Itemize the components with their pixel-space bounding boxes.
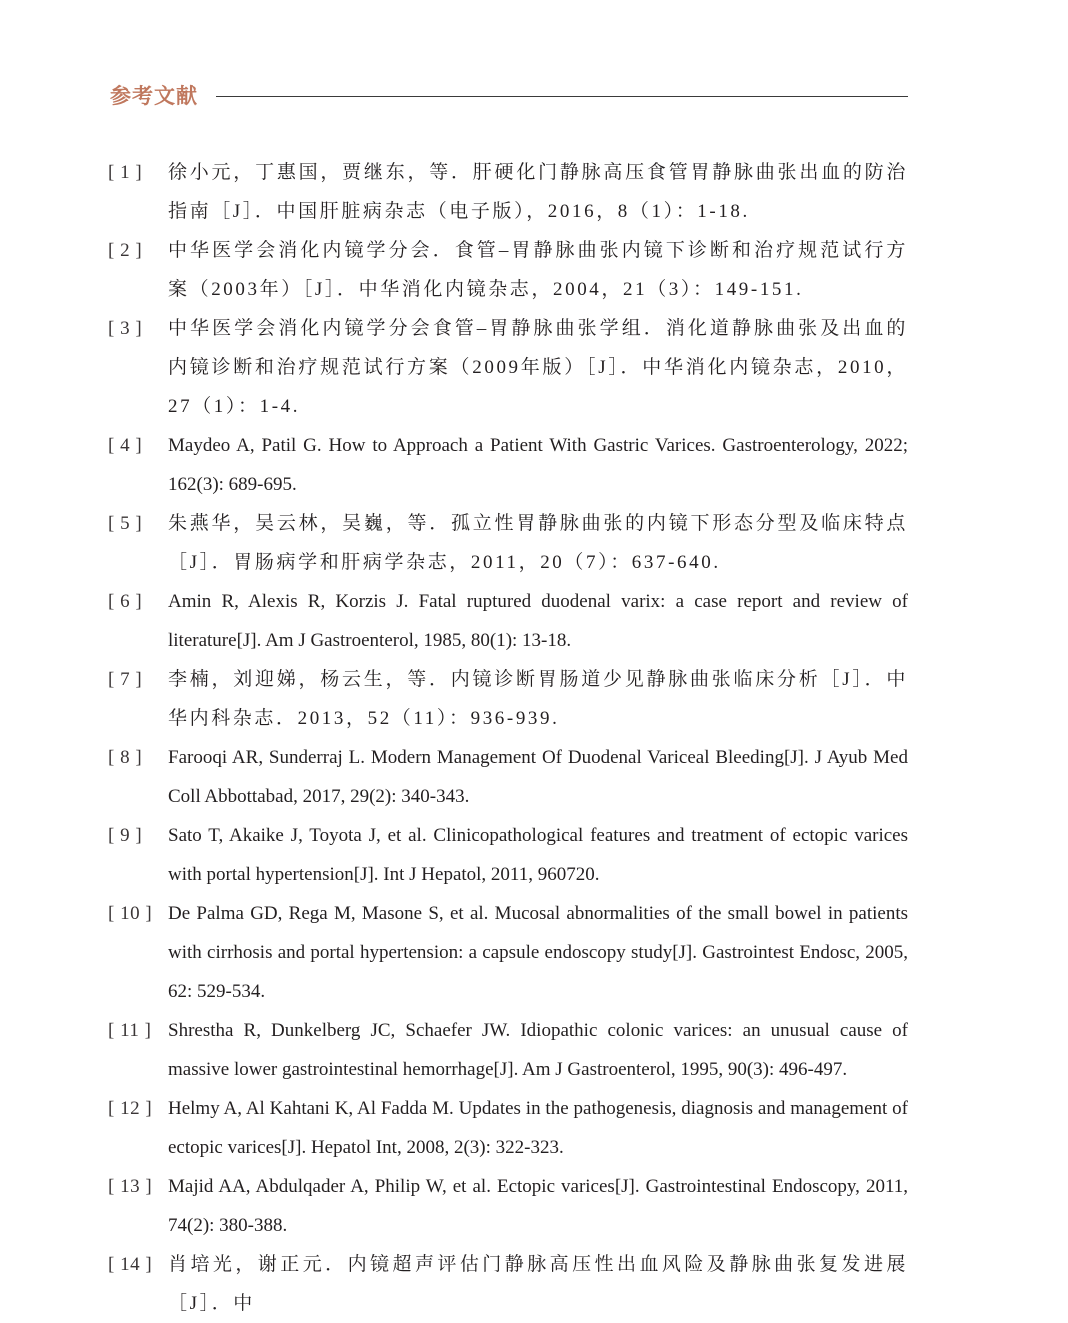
reference-number: [ 9 ] (108, 825, 143, 846)
reference-text: Maydeo A, Patil G. How to Approach a Patient With Gastric Varices. Gastroenterology, 2022; 162(3): 689-695. (168, 435, 908, 495)
reference-text: 朱燕华，吴云林，吴巍，等．孤立性胃静脉曲张的内镜下形态分型及临床特点［J］．胃肠病学和肝病学杂志，2011，20（7）：637-640. (168, 513, 908, 573)
reference-item (108, 1245, 908, 1323)
reference-number: [ 13 ] (108, 1176, 153, 1197)
reference-text: Farooqi AR, Sunderraj L. Modern Management Of Duodenal Variceal Bleeding[J]. J Ayub Med Coll Abbottabad, 2017, 29(2): 340-343. (168, 747, 908, 807)
reference-number: [ 12 ] (108, 1098, 153, 1119)
reference-item (108, 738, 908, 816)
reference-number: [ 10 ] (108, 903, 153, 924)
reference-number: [ 11 ] (108, 1020, 152, 1041)
reference-item (108, 894, 908, 1011)
reference-number: [ 8 ] (108, 747, 143, 768)
reference-item (108, 309, 908, 426)
reference-item (108, 1011, 908, 1089)
reference-item (108, 1089, 908, 1167)
reference-text: 中华医学会消化内镜学分会食管–胃静脉曲张学组．消化道静脉曲张及出血的内镜诊断和治疗规范试行方案（2009年版）［J］．中华消化内镜杂志，2010，27（1）：1-4. (168, 318, 908, 417)
reference-list (108, 153, 908, 1323)
reference-text: Amin R, Alexis R, Korzis J. Fatal ruptured duodenal varix: a case report and review of literature[J]. Am J Gastroenterol, 1985, 80(1): 13-18. (168, 591, 908, 651)
reference-item (108, 153, 908, 231)
reference-text: De Palma GD, Rega M, Masone S, et al. Mucosal abnormalities of the small bowel in patients with cirrhosis and portal hypertension: a capsule endoscopy study[J]. Gastrointest Endosc, 2005, 62: 529-534. (168, 903, 908, 1002)
reference-number: [ 7 ] (108, 669, 143, 690)
reference-number: [ 14 ] (108, 1254, 153, 1275)
reference-item (108, 816, 908, 894)
reference-item (108, 582, 908, 660)
reference-text: 徐小元，丁惠国，贾继东，等．肝硬化门静脉高压食管胃静脉曲张出血的防治指南［J］．中国肝脏病杂志（电子版），2016，8（1）：1-18. (168, 162, 908, 222)
section-title: 参考文献 (110, 84, 198, 108)
reference-text: Sato T, Akaike J, Toyota J, et al. Clinicopathological features and treatment of ectopic varices with portal hypertension[J]. Int J Hepatol, 2011, 960720. (168, 825, 908, 885)
reference-item (108, 660, 908, 738)
reference-number: [ 1 ] (108, 162, 143, 183)
reference-text: 李楠，刘迎娣，杨云生，等．内镜诊断胃肠道少见静脉曲张临床分析［J］．中华内科杂志．2013，52（11）：936-939. (168, 669, 908, 729)
reference-number: [ 5 ] (108, 513, 143, 534)
reference-item (108, 504, 908, 582)
reference-text: Majid AA, Abdulqader A, Philip W, et al. Ectopic varices[J]. Gastrointestinal Endoscopy, 2011, 74(2): 380-388. (168, 1176, 908, 1236)
reference-text: Shrestha R, Dunkelberg JC, Schaefer JW. Idiopathic colonic varices: an unusual cause of massive lower gastrointestinal hemorrhage[J]. Am J Gastroenterol, 1995, 90(3): 496-497. (168, 1020, 908, 1080)
reference-number: [ 2 ] (108, 240, 143, 261)
reference-number: [ 4 ] (108, 435, 143, 456)
reference-item (108, 231, 908, 309)
reference-item (108, 426, 908, 504)
reference-item (108, 1167, 908, 1245)
reference-text: 中华医学会消化内镜学分会．食管–胃静脉曲张内镜下诊断和治疗规范试行方案（2003年）［J］．中华消化内镜杂志，2004，21（3）：149-151. (168, 240, 908, 300)
header-divider (216, 96, 908, 97)
reference-text: Helmy A, Al Kahtani K, Al Fadda M. Updates in the pathogenesis, diagnosis and management of ectopic varices[J]. Hepatol Int, 2008, 2(3): 322-323. (168, 1098, 908, 1158)
reference-number: [ 6 ] (108, 591, 143, 612)
section-header (110, 80, 908, 112)
reference-number: [ 3 ] (108, 318, 143, 339)
reference-text: 肖培光，谢正元．内镜超声评估门静脉高压性出血风险及静脉曲张复发进展［J］．中 (168, 1254, 908, 1314)
